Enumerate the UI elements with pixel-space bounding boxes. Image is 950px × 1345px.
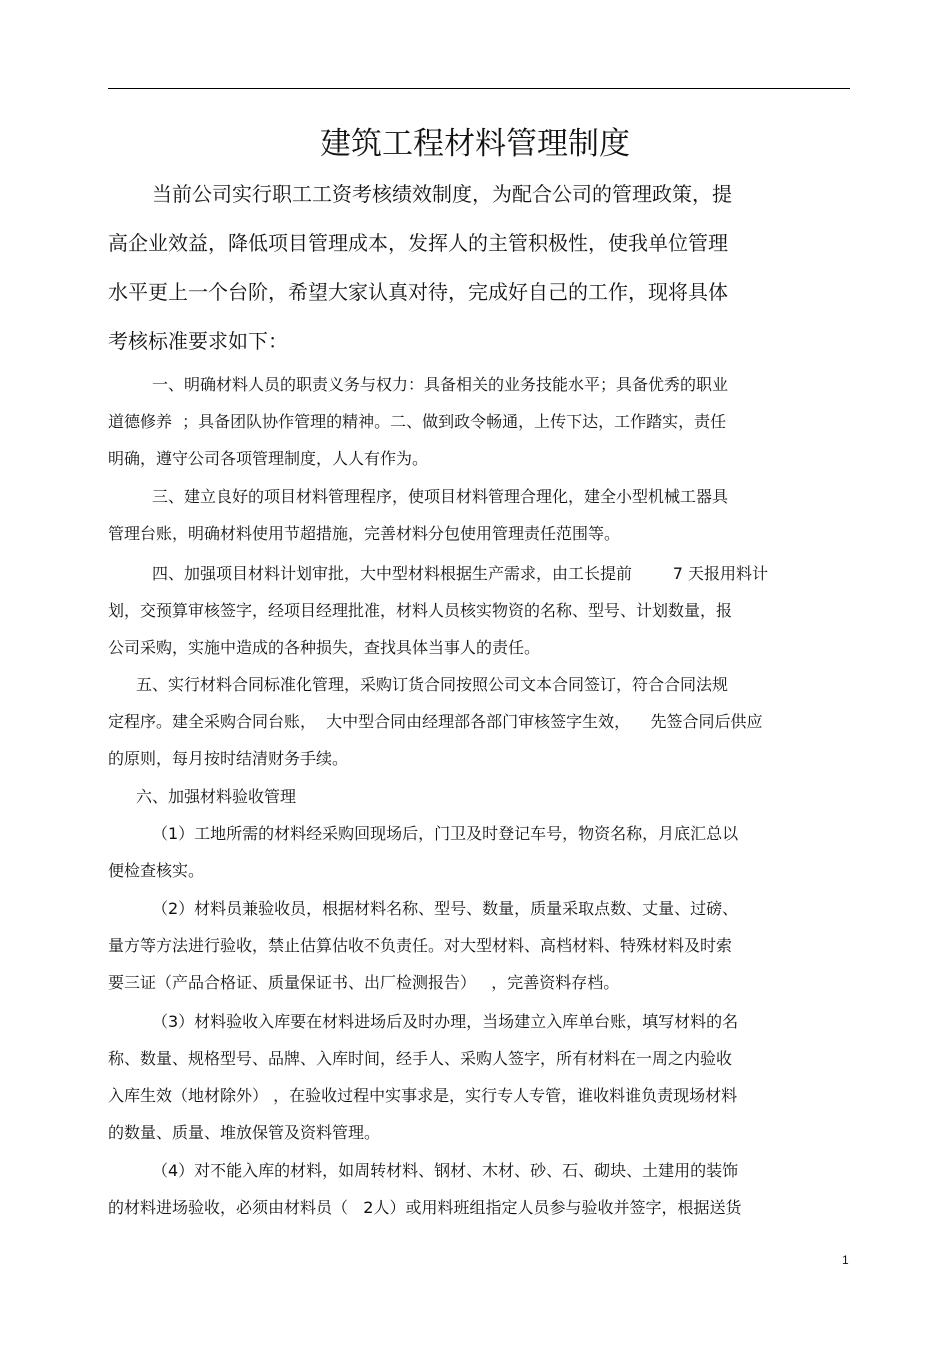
body-line: 称、数量、规格型号、品牌、入库时间，经手人、采购人签字，所有材料在一周之内验收 [108, 1049, 733, 1068]
intro-line: 当前公司实行职工工资考核绩效制度，为配合公司的管理政策，提 [152, 182, 732, 206]
body-line: （3）材料验收入库要在材料进场后及时办理，当场建立入库单台账，填写材料的名 [152, 1012, 739, 1031]
body-line: 划，交预算审核签字，经项目经理批准，材料人员核实物资的名称、型号、计划数量，报 [108, 601, 733, 620]
body-line: 明确，遵守公司各项管理制度，人人有作为。 [108, 449, 429, 468]
body-line: 的原则，每月按时结清财务手续。 [108, 749, 349, 768]
body-line: （2）材料员兼验收员，根据材料名称、型号、数量，质量采取点数、丈量、过磅、 [152, 899, 739, 918]
section-heading: 六、加强材料验收管理 [136, 787, 297, 806]
body-line: 一、明确材料人员的职责义务与权力：具备相关的业务技能水平；具备优秀的职业 [152, 375, 729, 394]
body-line: 入库生效（地材除外） ，在验收过程中实事求是，实行专人专管，谁收料谁负责现场材料 [108, 1086, 738, 1105]
page-number: 1 [842, 1253, 849, 1267]
body-line: 管理台账，明确材料使用节超措施，完善材料分包使用管理责任范围等。 [108, 524, 621, 543]
page-title: 建筑工程材料管理制度 [320, 126, 630, 162]
body-line: 四、加强项目材料计划审批，大中型材料根据生产需求，由工长提前 7 天报用料计 [152, 564, 768, 583]
body-line: 便检查核实。 [108, 861, 205, 880]
body-line: 五、实行材料合同标准化管理，采购订货合同按照公司文本合同签订，符合合同法规 [136, 675, 729, 694]
body-line: 的材料进场验收，必须由材料员（ 2人）或用料班组指定人员参与验收并签字，根据送货 [108, 1198, 742, 1217]
body-line: 量方等方法进行验收，禁止估算估收不负责任。对大型材料、高档材料、特殊材料及时索 [108, 936, 733, 955]
body-line: 的数量、质量、堆放保管及资料管理。 [108, 1123, 381, 1142]
body-line: 要三证（产品合格证、质量保证书、出厂检测报告） ，完善资料存档。 [108, 973, 620, 992]
body-line: 三、建立良好的项目材料管理程序，使项目材料管理合理化，建全小型机械工器具 [152, 487, 729, 506]
body-line: 道德修养 ；具备团队协作管理的精神。二、做到政令畅通，上传下达，工作踏实，责任 [108, 412, 727, 431]
body-line: 公司采购，实施中造成的各种损失，查找具体当事人的责任。 [108, 638, 541, 657]
header-rule [108, 88, 850, 89]
body-line: （4）对不能入库的材料，如周转材料、钢材、木材、砂、石、砌块、土建用的装饰 [152, 1161, 739, 1180]
body-line: 定程序。建全采购合同台账， 大中型合同由经理部各部门审核签字生效， 先签合同后供应 [108, 712, 763, 731]
intro-line: 考核标准要求如下： [108, 329, 288, 353]
body-line: （1）工地所需的材料经采购回现场后，门卫及时登记车号，物资名称，月底汇总以 [152, 824, 739, 843]
intro-line: 高企业效益，降低项目管理成本，发挥人的主管积极性，使我单位管理 [108, 231, 728, 255]
intro-line: 水平更上一个台阶，希望大家认真对待，完成好自己的工作，现将具体 [108, 280, 728, 304]
